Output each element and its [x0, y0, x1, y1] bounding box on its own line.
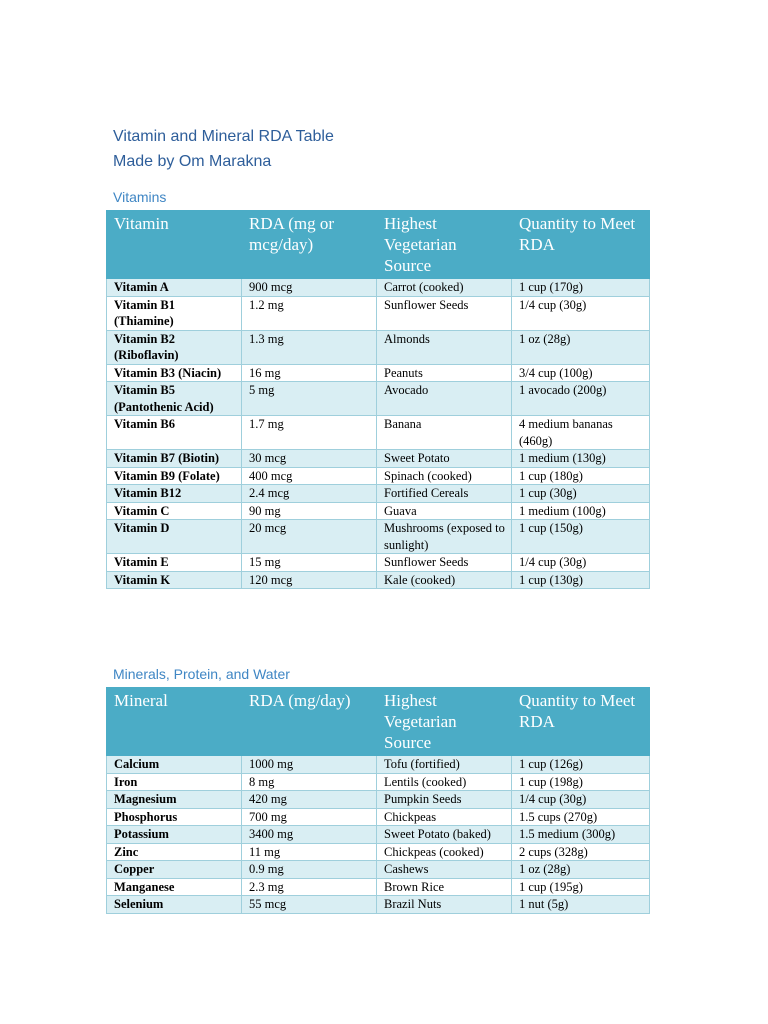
table-row: [107, 808, 650, 826]
table-cell: Almonds: [377, 330, 512, 364]
table-cell: Vitamin B5 (Pantothenic Acid): [107, 382, 242, 416]
column-header: Highest Vegetarian Source: [377, 211, 512, 279]
table-row: [107, 364, 650, 382]
table-cell: 1 medium (100g): [512, 502, 650, 520]
document-title: [113, 124, 334, 174]
table-cell: 30 mcg: [242, 450, 377, 468]
column-header: RDA (mg/day): [242, 688, 377, 756]
column-header: Mineral: [107, 688, 242, 756]
table-row: [107, 773, 650, 791]
table-cell: Vitamin E: [107, 554, 242, 572]
table-cell: Iron: [107, 773, 242, 791]
table-cell: Carrot (cooked): [377, 279, 512, 297]
table-cell: Selenium: [107, 896, 242, 914]
table-cell: 15 mg: [242, 554, 377, 572]
table-cell: Sweet Potato (baked): [377, 826, 512, 844]
table-cell: 1 cup (170g): [512, 279, 650, 297]
table-cell: Sunflower Seeds: [377, 296, 512, 330]
table-row: [107, 843, 650, 861]
table-cell: 0.9 mg: [242, 861, 377, 879]
table-row: [107, 861, 650, 879]
table-cell: 2 cups (328g): [512, 843, 650, 861]
table-cell: Manganese: [107, 878, 242, 896]
table-cell: 1/4 cup (30g): [512, 791, 650, 809]
table-row: [107, 467, 650, 485]
table-cell: Peanuts: [377, 364, 512, 382]
table-row: [107, 502, 650, 520]
table-cell: Vitamin B6: [107, 416, 242, 450]
table-row: [107, 878, 650, 896]
table-row: [107, 896, 650, 914]
column-header: RDA (mg or mcg/day): [242, 211, 377, 279]
table-cell: 1/4 cup (30g): [512, 296, 650, 330]
table-cell: 1.3 mg: [242, 330, 377, 364]
table-cell: 1 cup (195g): [512, 878, 650, 896]
table-cell: 2.3 mg: [242, 878, 377, 896]
table-cell: Banana: [377, 416, 512, 450]
table-cell: Kale (cooked): [377, 571, 512, 589]
table-row: [107, 450, 650, 468]
table-row: [107, 485, 650, 503]
table-row: [107, 279, 650, 297]
table-cell: Vitamin B2 (Riboflavin): [107, 330, 242, 364]
table-cell: 1 cup (30g): [512, 485, 650, 503]
table-cell: Lentils (cooked): [377, 773, 512, 791]
table-cell: Copper: [107, 861, 242, 879]
column-header: Quantity to Meet RDA: [512, 211, 650, 279]
table-row: [107, 416, 650, 450]
table-row: [107, 296, 650, 330]
table-cell: Vitamin B9 (Folate): [107, 467, 242, 485]
vitamins-heading: Vitamins: [113, 189, 167, 205]
table-row: [107, 330, 650, 364]
table-cell: Magnesium: [107, 791, 242, 809]
table-cell: 55 mcg: [242, 896, 377, 914]
table-cell: 1 medium (130g): [512, 450, 650, 468]
table-cell: Spinach (cooked): [377, 467, 512, 485]
minerals-table: [106, 687, 650, 914]
title-line-1: Vitamin and Mineral RDA Table: [113, 128, 334, 145]
table-cell: 1 oz (28g): [512, 861, 650, 879]
table-cell: Vitamin B7 (Biotin): [107, 450, 242, 468]
table-row: [107, 571, 650, 589]
table-cell: 1 cup (130g): [512, 571, 650, 589]
table-cell: Mushrooms (exposed to sunlight): [377, 520, 512, 554]
table-cell: 1.7 mg: [242, 416, 377, 450]
table-cell: Pumpkin Seeds: [377, 791, 512, 809]
table-cell: 1/4 cup (30g): [512, 554, 650, 572]
table-cell: 5 mg: [242, 382, 377, 416]
table-cell: 2.4 mcg: [242, 485, 377, 503]
table-cell: Guava: [377, 502, 512, 520]
table-cell: Vitamin B12: [107, 485, 242, 503]
table-cell: 120 mcg: [242, 571, 377, 589]
table-cell: 1 cup (198g): [512, 773, 650, 791]
table-cell: Avocado: [377, 382, 512, 416]
table-cell: 1.2 mg: [242, 296, 377, 330]
table-cell: 1.5 cups (270g): [512, 808, 650, 826]
table-cell: Brazil Nuts: [377, 896, 512, 914]
table-row: [107, 520, 650, 554]
table-cell: Calcium: [107, 756, 242, 774]
table-cell: 16 mg: [242, 364, 377, 382]
table-cell: 90 mg: [242, 502, 377, 520]
table-cell: 11 mg: [242, 843, 377, 861]
table-cell: Vitamin D: [107, 520, 242, 554]
table-cell: Sunflower Seeds: [377, 554, 512, 572]
table-cell: 20 mcg: [242, 520, 377, 554]
table-cell: Vitamin C: [107, 502, 242, 520]
table-cell: 900 mcg: [242, 279, 377, 297]
table-cell: 700 mg: [242, 808, 377, 826]
table-cell: 4 medium bananas (460g): [512, 416, 650, 450]
table-cell: Cashews: [377, 861, 512, 879]
table-cell: 420 mg: [242, 791, 377, 809]
table-cell: 1 cup (126g): [512, 756, 650, 774]
table-cell: 1 oz (28g): [512, 330, 650, 364]
table-cell: Tofu (fortified): [377, 756, 512, 774]
table-row: [107, 554, 650, 572]
table-cell: Vitamin B1 (Thiamine): [107, 296, 242, 330]
table-cell: Phosphorus: [107, 808, 242, 826]
column-header: Vitamin: [107, 211, 242, 279]
table-header-row: [107, 211, 650, 279]
table-cell: 1 cup (180g): [512, 467, 650, 485]
table-cell: Zinc: [107, 843, 242, 861]
table-cell: Vitamin B3 (Niacin): [107, 364, 242, 382]
table-cell: Chickpeas: [377, 808, 512, 826]
table-cell: 1.5 medium (300g): [512, 826, 650, 844]
table-header-row: [107, 688, 650, 756]
table-cell: Brown Rice: [377, 878, 512, 896]
vitamins-table: [106, 210, 650, 589]
table-cell: Sweet Potato: [377, 450, 512, 468]
table-cell: 1 cup (150g): [512, 520, 650, 554]
table-row: [107, 382, 650, 416]
table-cell: Potassium: [107, 826, 242, 844]
table-cell: 1 avocado (200g): [512, 382, 650, 416]
table-row: [107, 791, 650, 809]
column-header: Highest Vegetarian Source: [377, 688, 512, 756]
table-cell: Chickpeas (cooked): [377, 843, 512, 861]
table-row: [107, 756, 650, 774]
table-cell: Vitamin K: [107, 571, 242, 589]
title-line-2: Made by Om Marakna: [113, 153, 272, 170]
column-header: Quantity to Meet RDA: [512, 688, 650, 756]
table-cell: Fortified Cereals: [377, 485, 512, 503]
table-cell: 8 mg: [242, 773, 377, 791]
table-cell: 3400 mg: [242, 826, 377, 844]
table-row: [107, 826, 650, 844]
table-cell: 3/4 cup (100g): [512, 364, 650, 382]
table-cell: Vitamin A: [107, 279, 242, 297]
minerals-heading: Minerals, Protein, and Water: [113, 666, 290, 682]
table-cell: 1 nut (5g): [512, 896, 650, 914]
table-cell: 400 mcg: [242, 467, 377, 485]
table-cell: 1000 mg: [242, 756, 377, 774]
